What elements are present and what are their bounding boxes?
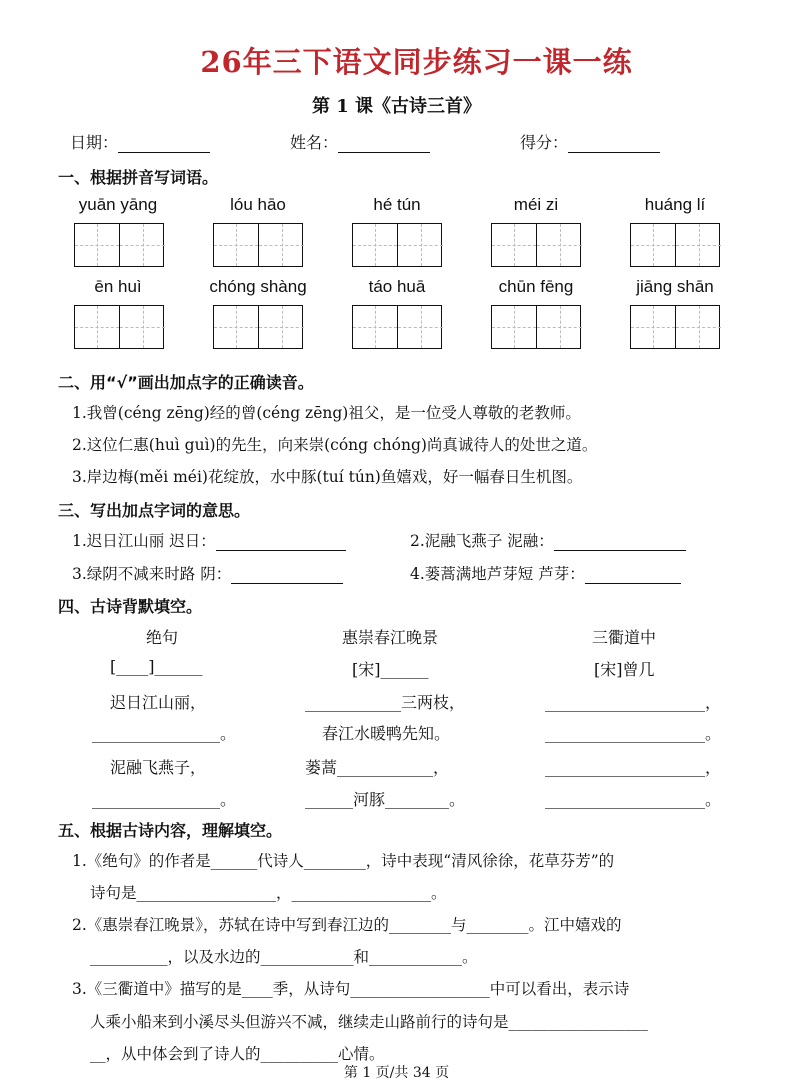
poem-author: [宋]曾几 — [594, 660, 655, 679]
writing-grid[interactable] — [352, 223, 442, 267]
question-text: 4.蒌蒿满地芦芽短 芦芽： — [410, 565, 585, 583]
pinyin-label: méi zi — [513, 195, 559, 214]
writing-grid[interactable] — [213, 305, 303, 349]
poem-line: 迟日江山丽， — [110, 693, 207, 712]
question-text: 1.迟日江山丽 迟日： — [72, 532, 216, 550]
score-label: 得分： — [520, 133, 569, 152]
writing-grid[interactable] — [74, 305, 164, 349]
date-field — [70, 130, 210, 153]
pinyin-label: huáng lí — [644, 195, 706, 214]
pinyin-label: yuān yāng — [78, 195, 158, 214]
writing-grid[interactable] — [491, 223, 581, 267]
answer-blank[interactable] — [216, 532, 346, 551]
poem-line: 春江水暖鸭先知。 — [322, 724, 451, 743]
poem-author: [宋]______ — [352, 660, 429, 679]
poem-title: 惠崇春江晚景 — [342, 628, 439, 647]
name-field — [290, 130, 430, 153]
answer-blank[interactable] — [554, 532, 686, 551]
answer-blank[interactable] — [585, 565, 681, 584]
pinyin-label: chūn fēng — [498, 277, 574, 296]
question-item — [410, 562, 681, 584]
question-line: 3.《三衢道中》描写的是____季，从诗句__________________中可以看出，表示诗 — [72, 980, 630, 998]
question-line: 2.这位仁惠(huì guì)的先生，向来崇(cóng chóng)尚真诚待人的处世之道。 — [72, 436, 598, 454]
poem-line: 泥融飞燕子， — [110, 758, 207, 777]
poem-line: ____________________。 — [545, 790, 722, 809]
poem-title: 绝句 — [146, 628, 179, 647]
poem-line: 蒌蒿____________， — [305, 758, 450, 777]
section1-heading: 一、根据拼音写词语。 — [58, 168, 219, 187]
score-field — [520, 130, 660, 153]
poem-line: ________________。 — [92, 724, 237, 743]
question-item — [72, 562, 343, 584]
section2-heading: 二、用“√”画出加点字的正确读音。 — [58, 373, 314, 392]
poem-line: ____________________， — [545, 758, 722, 777]
writing-grid[interactable] — [630, 305, 720, 349]
question-line: 诗句是__________________，__________________。 — [90, 884, 447, 902]
name-blank[interactable] — [338, 134, 430, 153]
lesson-subtitle: 第 1 课《古诗三首》 — [311, 96, 482, 117]
section5-heading: 五、根据古诗内容，理解填空。 — [58, 821, 283, 840]
question-line: 1.《绝句》的作者是______代诗人________，诗中表现“清风徐徐，花草芬芳”的 — [72, 852, 615, 870]
question-line: __，从中体会到了诗人的__________心情。 — [90, 1045, 385, 1063]
question-line: 3.岸边梅(měi méi)花绽放，水中豚(tuí tún)鱼嬉戏，好一幅春日生机图。 — [72, 468, 583, 486]
name-label: 姓名： — [290, 133, 339, 152]
pinyin-label: lóu hāo — [230, 195, 286, 214]
poem-title: 三衢道中 — [592, 628, 657, 647]
question-item — [72, 529, 346, 551]
question-line: 1.我曾(céng zēng)经的曾(céng zēng)祖父，是一位受人尊敬的老教师。 — [72, 404, 581, 422]
question-item — [410, 529, 686, 551]
writing-grid[interactable] — [491, 305, 581, 349]
poem-line: ____________________。 — [545, 724, 722, 743]
poem-line: ____________三两枝， — [305, 693, 466, 712]
writing-grid[interactable] — [213, 223, 303, 267]
question-text: 3.绿阴不减来时路 阴： — [72, 565, 232, 583]
pinyin-label: hé tún — [373, 195, 421, 214]
question-line: 人乘小船来到小溪尽头但游兴不减，继续走山路前行的诗句是__________________ — [90, 1013, 649, 1031]
writing-grid[interactable] — [352, 305, 442, 349]
section4-heading: 四、古诗背默填空。 — [58, 597, 203, 616]
pinyin-label: ēn huì — [94, 277, 142, 296]
pinyin-label: jiāng shān — [636, 277, 714, 296]
score-blank[interactable] — [568, 134, 660, 153]
section3-heading: 三、写出加点字词的意思。 — [58, 501, 251, 520]
question-line: 2.《惠崇春江晚景》，苏轼在诗中写到春江边的________与________。江中嬉戏的 — [72, 916, 622, 934]
poem-line: ______河豚________。 — [305, 790, 466, 809]
question-line: __________，以及水边的____________和____________。 — [90, 948, 478, 966]
pinyin-label: táo huā — [368, 277, 426, 296]
date-blank[interactable] — [118, 134, 210, 153]
answer-blank[interactable] — [231, 565, 343, 584]
question-text: 2.泥融飞燕子 泥融： — [410, 532, 554, 550]
poem-line: ____________________， — [545, 693, 722, 712]
page-footer: 第 1 页/共 34 页 — [343, 1065, 450, 1081]
writing-grid[interactable] — [74, 223, 164, 267]
date-label: 日期： — [70, 133, 119, 152]
writing-grid[interactable] — [630, 223, 720, 267]
page-title: 26年三下语文同步练习一课一练 — [200, 45, 633, 79]
pinyin-label: chóng shàng — [209, 277, 307, 296]
poem-author: [____]______ — [110, 657, 203, 676]
poem-line: ________________。 — [92, 790, 237, 809]
